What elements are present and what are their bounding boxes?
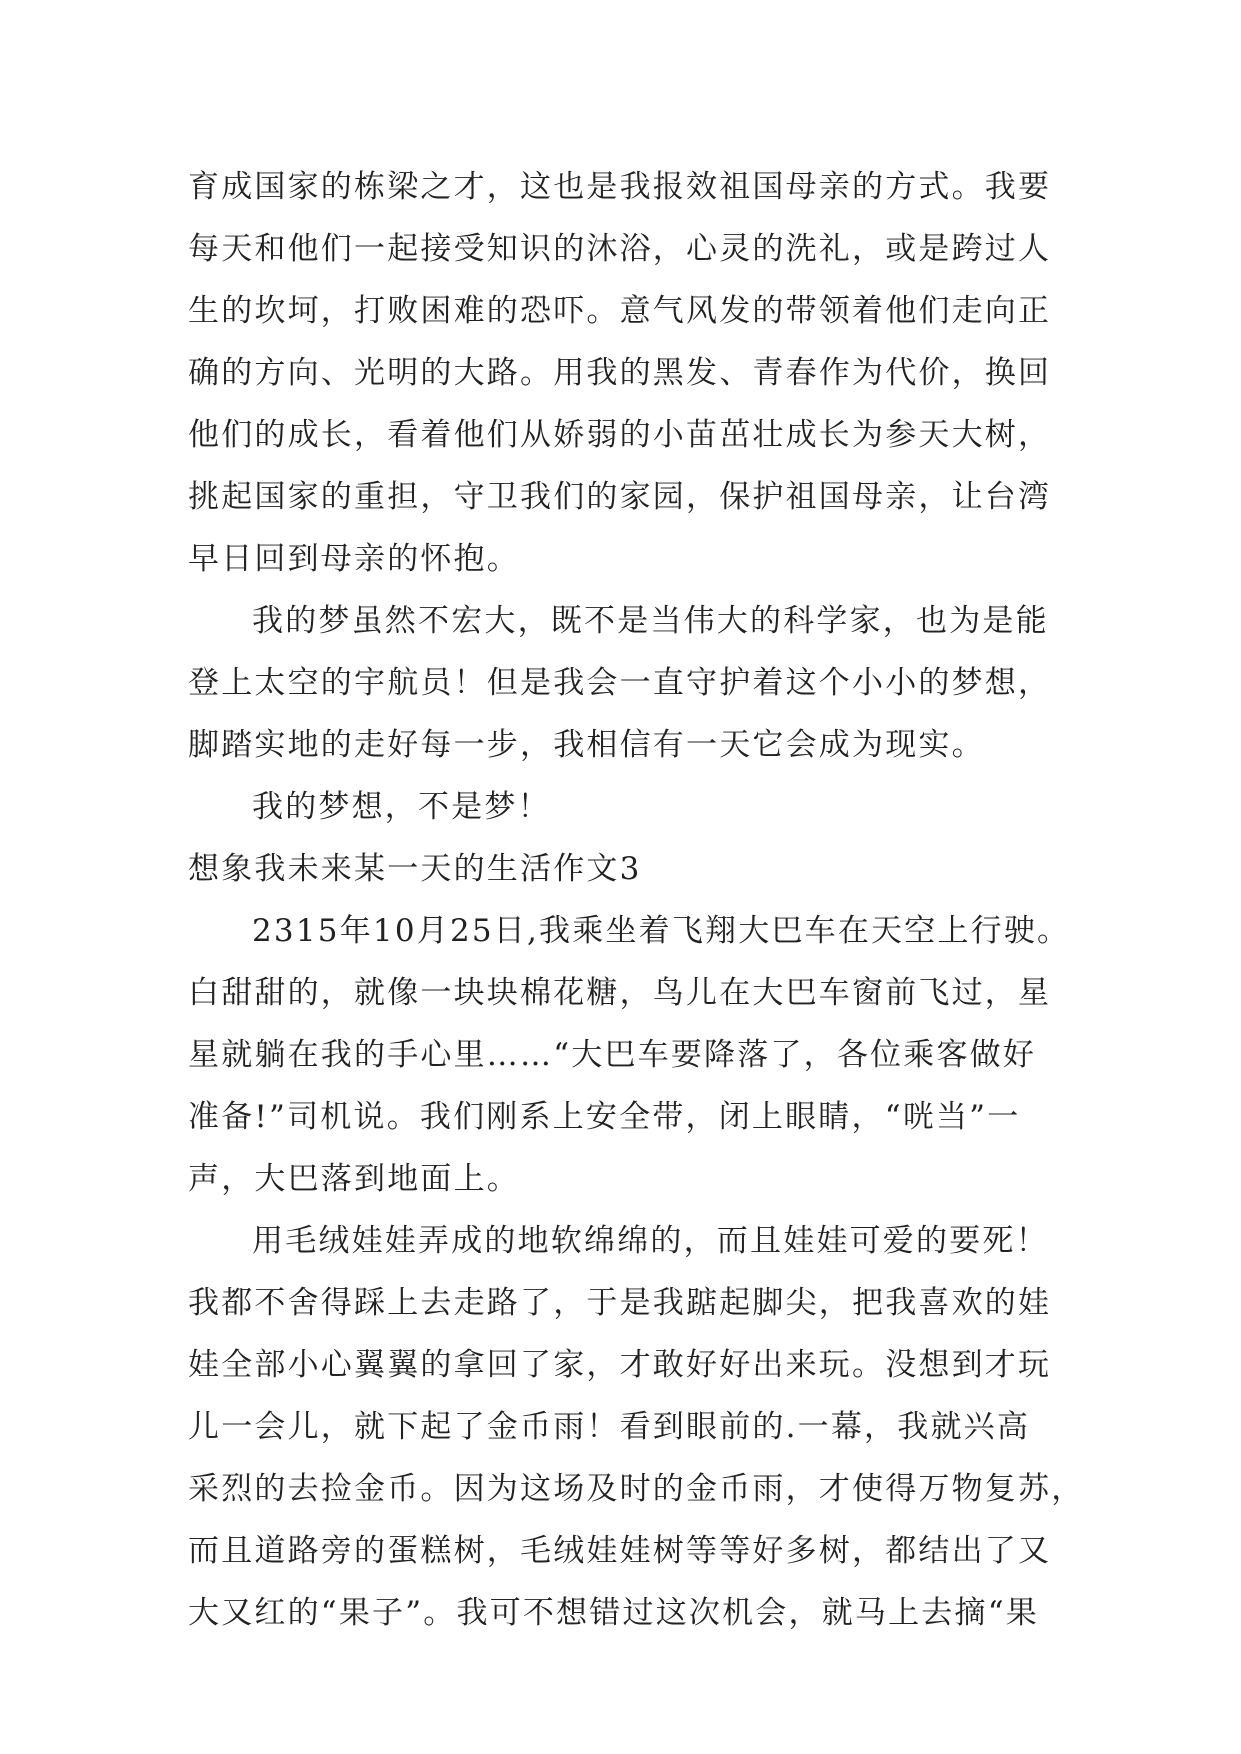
text-line: 每天和他们一起接受知识的沐浴，心灵的洗礼，或是跨过人 (188, 231, 1052, 267)
text-line: 大又红的“果子”。我可不想错过这次机会，就马上去摘“果 (188, 1595, 1039, 1631)
text-line: 挑起国家的重担，守卫我们的家园，保护祖国母亲，让台湾 (188, 479, 1052, 515)
text-line: 白甜甜的，就像一块块棉花糖，鸟儿在大巴车窗前飞过，星 (188, 975, 1052, 1011)
paragraph-start-line: 我的梦想，不是梦！ (252, 789, 551, 825)
text-line: 声，大巴落到地面上。 (188, 1161, 520, 1197)
text-line: 他们的成长，看着他们从娇弱的小苗茁壮成长为参天大树， (188, 417, 1052, 453)
text-line: 儿一会儿，就下起了金币雨！看到眼前的.一幕，我就兴高 (188, 1409, 1031, 1445)
text-line: 确的方向、光明的大路。用我的黑发、青春作为代价，换回 (188, 355, 1052, 391)
paragraph-start-line: 用毛绒娃娃弄成的地软绵绵的，而且娃娃可爱的要死！ (252, 1223, 1049, 1259)
paragraph-start-line: 我的梦虽然不宏大，既不是当伟大的科学家，也为是能 (252, 603, 1049, 639)
text-line: 星就躺在我的手心里……“大巴车要降落了，各位乘客做好 (188, 1037, 1037, 1073)
text-line: 生的坎坷，打败困难的恐吓。意气风发的带领着他们走向正 (188, 293, 1052, 329)
text-line: 脚踏实地的走好每一步，我相信有一天它会成为现实。 (188, 727, 985, 763)
text-line: 登上太空的宇航员！但是我会一直守护着这个小小的梦想， (188, 665, 1052, 701)
text-line: 育成国家的栋梁之才，这也是我报效祖国母亲的方式。我要 (188, 169, 1052, 205)
text-line: 而且道路旁的蛋糕树，毛绒娃娃树等等好多树，都结出了又 (188, 1533, 1052, 1569)
text-line: 准备!”司机说。我们刚系上安全带，闭上眼睛，“咣当”一 (188, 1099, 1021, 1135)
text-line: 早日回到母亲的怀抱。 (188, 541, 520, 577)
text-line: 采烈的去捡金币。因为这场及时的金币雨，才使得万物复苏， (188, 1471, 1085, 1507)
paragraph-start-line: 2315年10月25日,我乘坐着飞翔大巴车在天空上行驶。 (252, 913, 1071, 949)
text-line: 我都不舍得踩上去走路了，于是我踮起脚尖，把我喜欢的娃 (188, 1285, 1052, 1321)
document-body (188, 156, 1085, 1644)
section-heading: 想象我未来某一天的生活作文3 (188, 851, 642, 887)
text-line: 娃全部小心翼翼的拿回了家，才敢好好出来玩。没想到才玩 (188, 1347, 1052, 1383)
